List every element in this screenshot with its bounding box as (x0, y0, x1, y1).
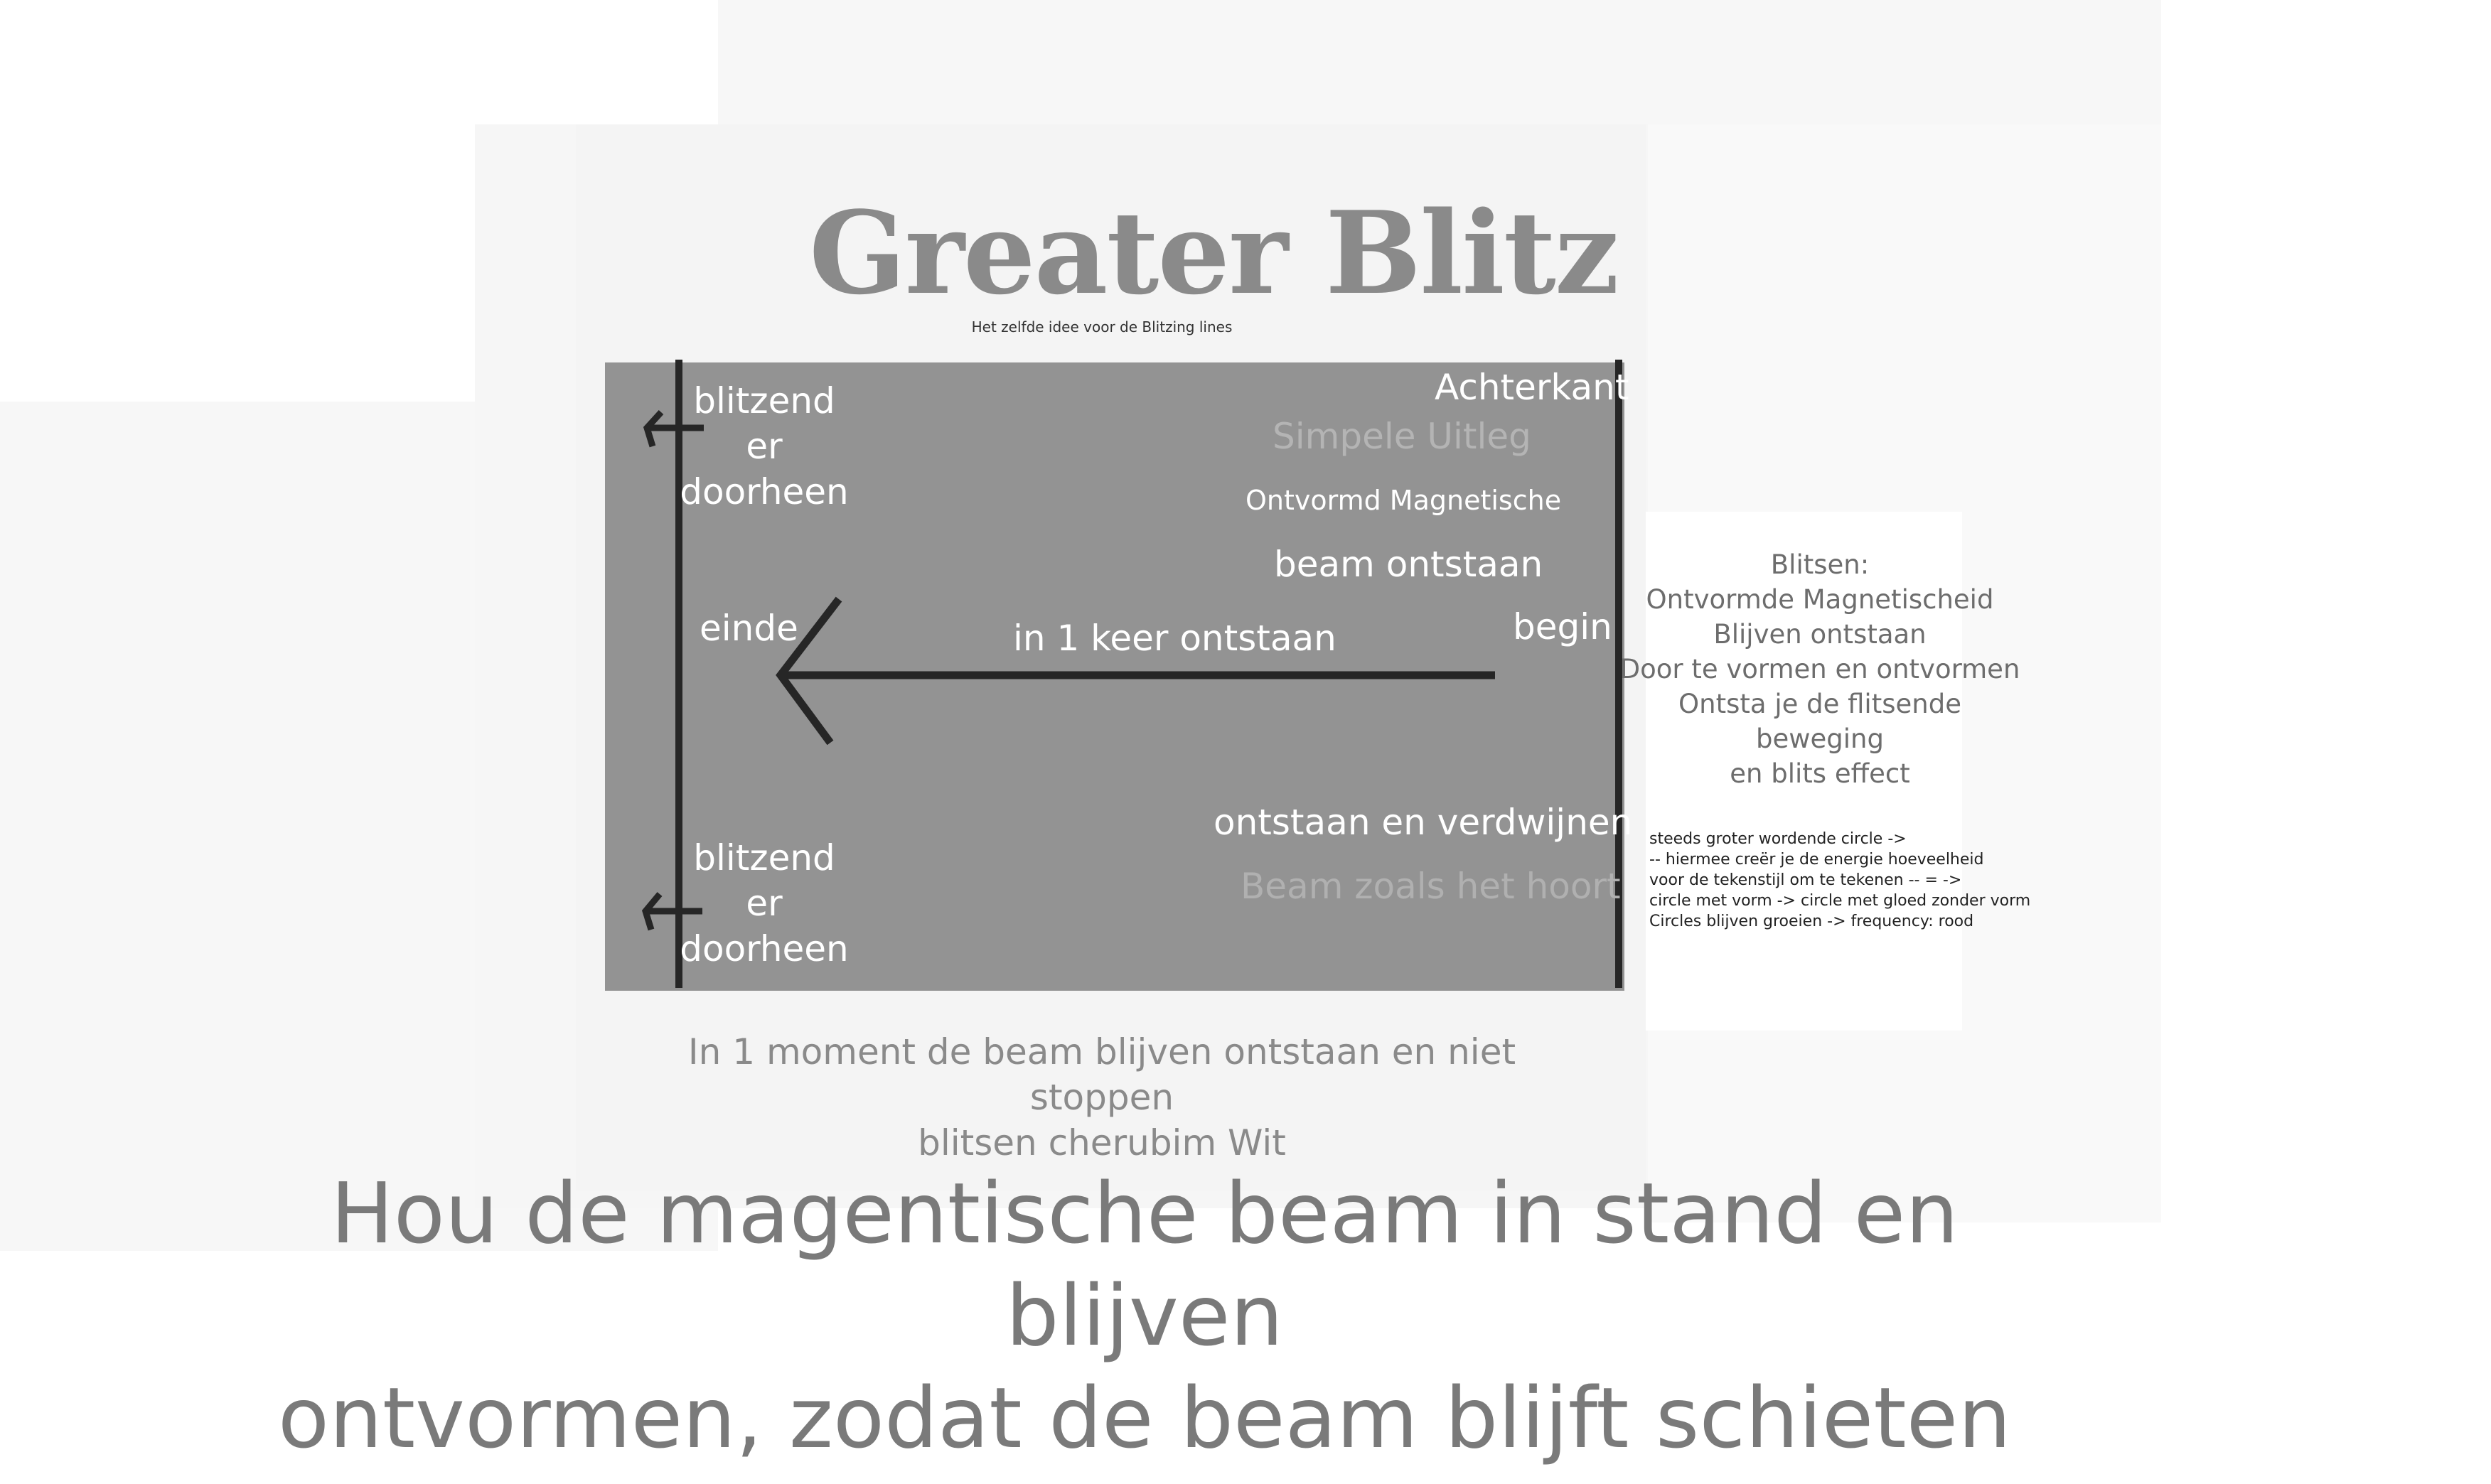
diagram-title: Greater Blitz (809, 186, 1618, 320)
panel-caption: In 1 moment de beam blijven ontstaan en niet stoppen blitsen cherubim Wit (687, 1031, 1516, 1163)
back-label: Achterkant (1435, 367, 1629, 408)
bottom-statement: Hou de magentische beam in stand en blijven ontvormen, zodat de beam blijft schieten (277, 1164, 2012, 1467)
side-notes-small: steeds groter wordende circle -> -- hiermee creër je de energie hoeveelheid voor de tekenstijl om te tekenen -- = -> circle met vorm -> circle met gloed zonder vorm Circles blijven groeien -> frequency: rood (1649, 830, 2031, 930)
simple-explanation-label: Simpele Uitleg (1273, 416, 1531, 457)
diagram-subtitle: Het zelfde idee voor de Blitzing lines (971, 318, 1233, 335)
arrow-label: in 1 keer ontstaan (1013, 618, 1336, 659)
magnetic-label: Ontvormd Magnetische (1246, 485, 1562, 516)
bottom-left-label: blitzend er doorheen (680, 837, 849, 969)
end-label: einde (700, 608, 798, 649)
appear-disappear-label: ontstaan en verdwijnen (1214, 802, 1633, 843)
beam-appear-label: beam ontstaan (1274, 544, 1543, 585)
begin-label: begin (1513, 606, 1612, 647)
proper-beam-label: Beam zoals het hoort (1241, 866, 1621, 907)
top-left-label: blitzend er doorheen (680, 380, 849, 512)
side-notes-main: Blitsen: Ontvormde Magnetischeid Blijven ontstaan Door te vormen en ontvormen Ontsta je de flitsende beweging en blits effect (1619, 549, 2020, 789)
